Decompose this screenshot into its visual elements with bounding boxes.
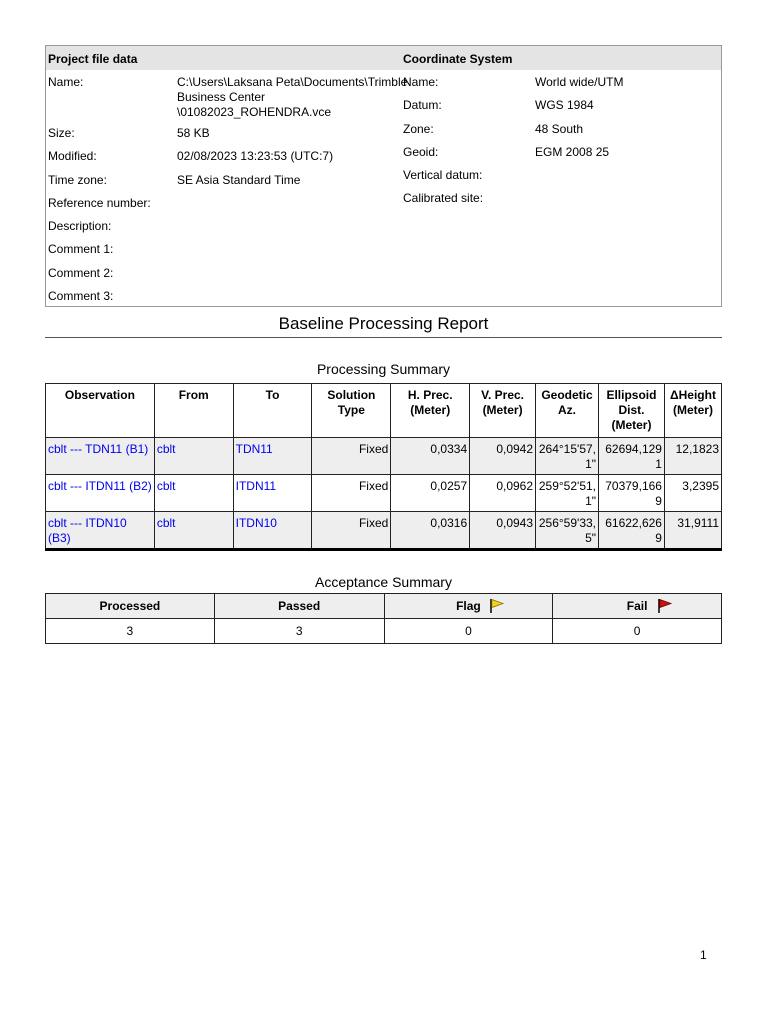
col-fail bbox=[553, 594, 722, 619]
project-size-label: Size: bbox=[48, 126, 75, 140]
project-modified-value: 02/08/2023 13:23:53 (UTC:7) bbox=[177, 149, 334, 163]
flag-count: 0 bbox=[384, 619, 553, 644]
project-timezone-value: SE Asia Standard Time bbox=[177, 173, 301, 187]
geodetic-az-cell: 256°59'33, 5" bbox=[536, 512, 599, 550]
coord-geoid-label: Geoid: bbox=[403, 145, 439, 159]
geodetic-az-cell: 259°52'51, 1" bbox=[536, 475, 599, 512]
coord-datum-label: Datum: bbox=[403, 98, 442, 112]
coord-calibrated-site-label: Calibrated site: bbox=[403, 191, 484, 205]
processed-count: 3 bbox=[46, 619, 215, 644]
project-comment2-label: Comment 2: bbox=[48, 266, 114, 280]
coord-zone-value: 48 South bbox=[535, 122, 584, 136]
coord-datum-value: WGS 1984 bbox=[535, 98, 594, 112]
processing-summary-table bbox=[45, 383, 722, 551]
to-link[interactable]: ITDN11 bbox=[235, 479, 277, 493]
col-delta-height: ΔHeight (Meter) bbox=[664, 384, 721, 438]
col-ellipsoid-dist: Ellipsoid Dist. (Meter) bbox=[599, 384, 665, 438]
geodetic-az-cell: 264°15'57, 1" bbox=[536, 438, 599, 475]
col-geodetic-az: Geodetic Az. bbox=[536, 384, 599, 438]
v-prec-cell: 0,0943 bbox=[470, 512, 536, 550]
project-name-line-1: C:\Users\Laksana Peta\Documents\Trimble bbox=[177, 75, 408, 89]
project-name-label: Name: bbox=[48, 75, 84, 89]
passed-count: 3 bbox=[214, 619, 384, 644]
acceptance-value-row bbox=[46, 619, 722, 644]
delta-height-cell: 31,9111 bbox=[664, 512, 721, 550]
project-reference-label: Reference number: bbox=[48, 196, 151, 210]
project-comment1-label: Comment 1: bbox=[48, 242, 114, 256]
solution-type-cell: Fixed bbox=[312, 438, 391, 475]
to-link[interactable]: TDN11 bbox=[235, 442, 273, 456]
project-file-data-heading: Project file data bbox=[48, 52, 138, 66]
coord-geoid-value: EGM 2008 25 bbox=[535, 145, 610, 159]
from-link[interactable]: cblt bbox=[156, 479, 176, 493]
col-to: To bbox=[233, 384, 312, 438]
acceptance-header-row bbox=[46, 594, 722, 619]
project-comment3-label: Comment 3: bbox=[48, 289, 114, 303]
ellipsoid-dist-cell: 62694,129 1 bbox=[599, 438, 665, 475]
report-title: Baseline Processing Report bbox=[278, 314, 489, 333]
coord-name-label: Name: bbox=[403, 75, 439, 89]
coord-name-value: World wide/UTM bbox=[535, 75, 624, 89]
info-header-bar bbox=[46, 46, 721, 70]
observation-link[interactable]: cblt --- ITDN11 (B2) bbox=[48, 479, 152, 493]
ellipsoid-dist-cell: 61622,626 9 bbox=[599, 512, 665, 550]
processing-header-row bbox=[46, 384, 722, 438]
h-prec-cell: 0,0334 bbox=[391, 438, 470, 475]
project-description-label: Description: bbox=[48, 219, 112, 233]
col-from: From bbox=[154, 384, 233, 438]
col-solution-type: Solution Type bbox=[312, 384, 391, 438]
from-link[interactable]: cblt bbox=[156, 442, 176, 456]
ellipsoid-dist-cell: 70379,166 9 bbox=[599, 475, 665, 512]
coord-zone-label: Zone: bbox=[403, 122, 434, 136]
observation-link[interactable]: cblt --- TDN11 (B1) bbox=[48, 442, 149, 456]
table-row bbox=[46, 475, 722, 512]
solution-type-cell: Fixed bbox=[312, 512, 391, 550]
col-flag bbox=[384, 594, 553, 619]
observation-link[interactable]: cblt --- ITDN10 (B3) bbox=[48, 516, 127, 545]
v-prec-cell: 0,0962 bbox=[470, 475, 536, 512]
delta-height-cell: 12,1823 bbox=[664, 438, 721, 475]
project-name-line-3: \01082023_ROHENDRA.vce bbox=[177, 105, 332, 119]
project-modified-label: Modified: bbox=[48, 149, 97, 163]
coordinate-system-heading: Coordinate System bbox=[403, 52, 513, 66]
delta-height-cell: 3,2395 bbox=[664, 475, 721, 512]
project-name-line-2: Business Center bbox=[177, 90, 266, 104]
col-observation: Observation bbox=[46, 384, 155, 438]
processing-summary-title: Processing Summary bbox=[316, 361, 451, 377]
red-flag-icon bbox=[657, 598, 673, 614]
table-row bbox=[46, 512, 722, 550]
table-row bbox=[46, 438, 722, 475]
page-number: 1 bbox=[700, 948, 707, 962]
col-h-prec: H. Prec. (Meter) bbox=[391, 384, 470, 438]
fail-label: Fail bbox=[626, 599, 648, 613]
h-prec-cell: 0,0257 bbox=[391, 475, 470, 512]
v-prec-cell: 0,0942 bbox=[470, 438, 536, 475]
acceptance-summary-title: Acceptance Summary bbox=[315, 574, 452, 590]
col-passed: Passed bbox=[214, 594, 384, 619]
project-info-box bbox=[45, 45, 722, 307]
fail-count: 0 bbox=[553, 619, 722, 644]
coord-vertical-datum-label: Vertical datum: bbox=[403, 168, 483, 182]
yellow-flag-icon bbox=[489, 598, 505, 614]
project-timezone-label: Time zone: bbox=[48, 173, 107, 187]
to-link[interactable]: ITDN10 bbox=[235, 516, 277, 530]
acceptance-summary-table bbox=[45, 593, 722, 644]
project-size-value: 58 KB bbox=[177, 126, 210, 140]
col-v-prec: V. Prec. (Meter) bbox=[470, 384, 536, 438]
flag-label: Flag bbox=[456, 599, 481, 613]
title-divider bbox=[45, 337, 722, 338]
solution-type-cell: Fixed bbox=[312, 475, 391, 512]
h-prec-cell: 0,0316 bbox=[391, 512, 470, 550]
col-processed: Processed bbox=[46, 594, 215, 619]
from-link[interactable]: cblt bbox=[156, 516, 176, 530]
